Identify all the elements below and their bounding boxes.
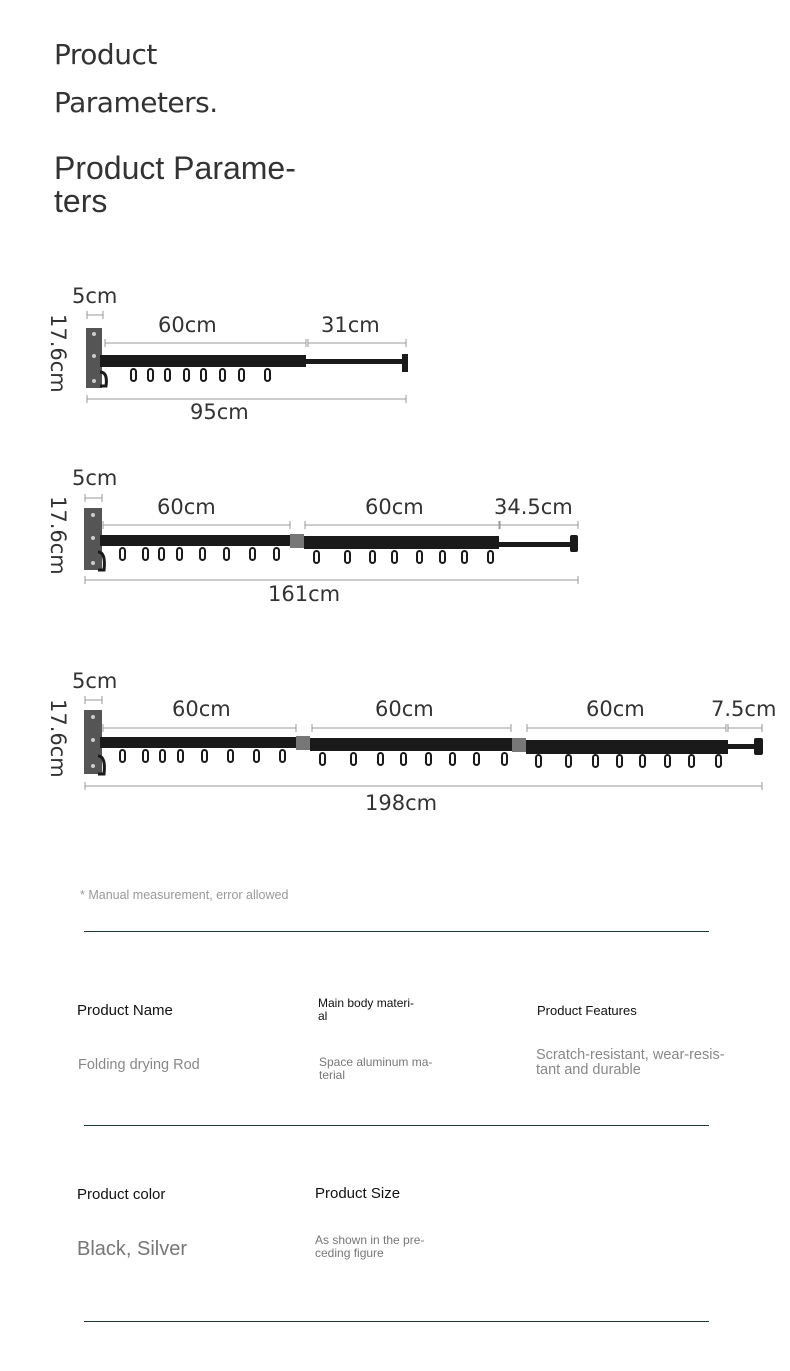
product-size-value: As shown in the pre- ceding figure [315,1233,425,1260]
height-label: 17.6cm [46,314,70,393]
section-label: 60cm [158,313,217,337]
height-label: 17.6cm [46,496,70,575]
section-label: 34.5cm [494,495,573,519]
material-value: Space aluminum ma- terial [319,1055,433,1082]
measurement-note: * Manual measurement, error allowed [80,888,289,902]
section-label: 31cm [321,313,380,337]
product-name-value: Folding drying Rod [78,1057,200,1073]
material-label: Main body materi- al [318,996,415,1023]
section-label: 60cm [157,495,216,519]
total-length-label: 161cm [268,582,341,606]
rod-section-1 [100,737,296,748]
product-color-value: Black, Silver [77,1238,188,1260]
page-title-line2: Parameters. [54,86,218,119]
mount-width-label: 5cm [72,466,118,490]
rod-end-cap [754,738,763,755]
page-title-line1: Product [54,38,157,71]
product-size-label: Product Size [315,1185,401,1202]
mount-width-label: 5cm [72,669,118,693]
section-label: 60cm [365,495,424,519]
product-color-label: Product color [77,1186,166,1203]
section-label: 60cm [172,697,231,721]
rod-section-2 [310,738,512,751]
section-label: 60cm [375,697,434,721]
rod-joint [296,736,310,750]
mount-width-label: 5cm [72,284,118,308]
section-subtitle-line1: Product Parame- [54,150,296,186]
rod-section-3 [526,740,728,754]
divider [84,1321,709,1322]
section-label: 7.5cm [711,697,777,721]
divider [84,931,709,932]
total-length-label: 198cm [365,791,438,815]
features-value: Scratch-resistant, wear-resis- tant and durable [536,1047,725,1078]
rod-extension [728,744,756,749]
product-name-label: Product Name [77,1002,173,1019]
section-label: 60cm [586,697,645,721]
divider [84,1125,709,1126]
height-label: 17.6cm [46,699,70,778]
rod-joint [512,738,526,752]
section-subtitle-line2: ters [54,183,108,219]
total-length-label: 95cm [190,400,249,424]
features-label: Product Features [537,1003,637,1018]
